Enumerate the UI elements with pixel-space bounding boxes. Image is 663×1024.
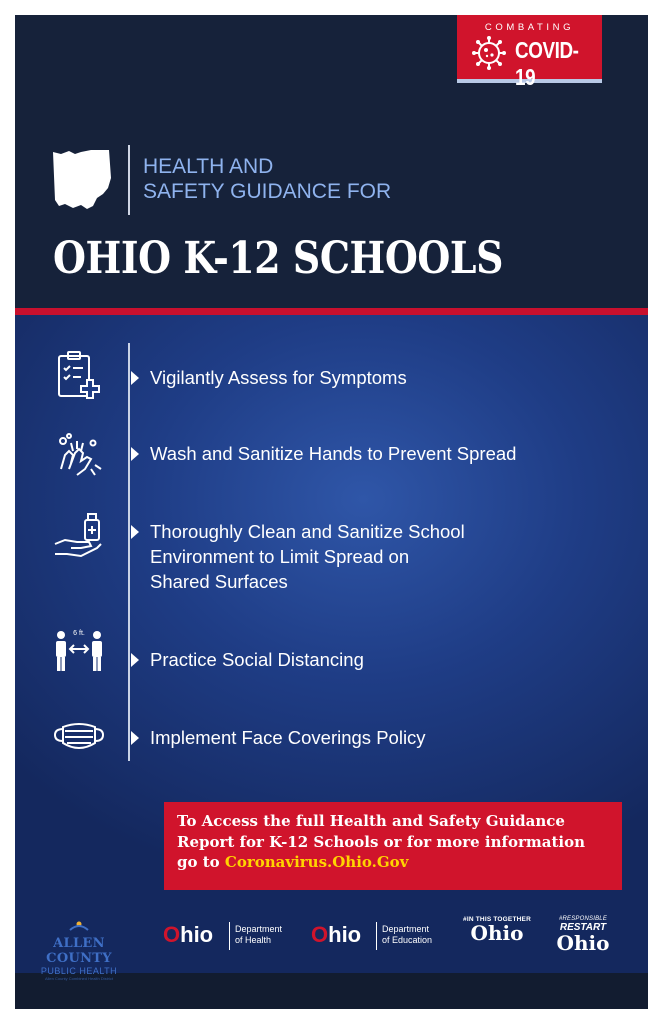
- virus-icon: [471, 35, 507, 71]
- hand-sanitizer-icon: [51, 510, 107, 566]
- badge-bottom-text: COVID-19: [515, 37, 579, 90]
- guideline-text: Vigilantly Assess for Symptoms: [150, 367, 407, 388]
- ohio-o-mark: O: [163, 922, 181, 947]
- restart-ohio: Ohio: [556, 931, 610, 955]
- bullet-arrow: [131, 731, 139, 745]
- face-mask-icon: [51, 709, 107, 765]
- cta-text: To Access the full Health and Safety Guidance Report for K-12 Schools or for more information: [177, 812, 586, 851]
- bullet-arrow: [131, 447, 139, 461]
- restart-word: RESTART: [559, 922, 607, 933]
- partner-logos: [15, 910, 648, 981]
- page-subtitle: HEALTH AND SAFETY GUIDANCE FOR: [143, 155, 392, 203]
- bullet-arrow: [131, 371, 139, 385]
- page-title: OHIO K-12 SCHOOLS: [53, 233, 503, 284]
- combating-covid-badge: [457, 15, 602, 90]
- hand-washing-icon: [51, 429, 107, 485]
- title-divider: [128, 145, 130, 215]
- cta-box: [164, 802, 622, 890]
- badge-top-text: COMBATING: [484, 22, 575, 33]
- together-ohio: Ohio: [470, 921, 524, 945]
- list-divider: [128, 343, 130, 761]
- allen-county-name: ALLEN COUNTY: [46, 936, 112, 966]
- together-hashtag: #IN THIS TOGETHER: [463, 916, 531, 923]
- coronavirus-link[interactable]: Coronavirus.Ohio.Gov: [224, 853, 409, 871]
- allen-county-figure-icon: [68, 921, 90, 931]
- guideline-text: Implement Face Coverings Policy: [150, 727, 426, 748]
- social-distance-icon: [51, 623, 107, 679]
- bullet-arrow: [131, 525, 139, 539]
- ohio-o-mark: O: [311, 922, 329, 947]
- allen-county-tagline: Allen County Combined Health District: [44, 976, 114, 981]
- ohio-education-logo: Ohio: [311, 922, 362, 947]
- cta-link-prefix: go to: [177, 853, 225, 871]
- distance-label: 6 ft.: [73, 630, 85, 637]
- allen-county-sub: PUBLIC HEALTH: [40, 966, 118, 976]
- ohio-health-dept: Department of Health: [235, 924, 283, 945]
- cta-line: [177, 853, 408, 871]
- responsible-restart-ohio-logo: [548, 916, 618, 953]
- logo-divider: [376, 922, 377, 950]
- bullet-arrow: [131, 653, 139, 667]
- logo-divider: [229, 922, 230, 950]
- guideline-text: Practice Social Distancing: [150, 649, 364, 670]
- guideline-text: Wash and Sanitize Hands to Prevent Spread: [150, 443, 517, 464]
- symptom-checklist-icon: [51, 348, 107, 404]
- header-divider: [15, 308, 648, 315]
- ohio-state-map-icon: [51, 148, 113, 212]
- poster: [15, 15, 648, 1009]
- ohio-education-dept: Department of Education: [382, 924, 433, 945]
- in-this-together-ohio-logo: [462, 916, 532, 943]
- restart-hashtag: #RESPONSIBLE: [558, 916, 608, 922]
- ohio-health-logo: Ohio: [163, 922, 214, 947]
- allen-county-logo: [23, 918, 135, 981]
- guideline-text: Thoroughly Clean and Sanitize School Environment to Limit Spread on Shared Surfaces: [150, 521, 465, 592]
